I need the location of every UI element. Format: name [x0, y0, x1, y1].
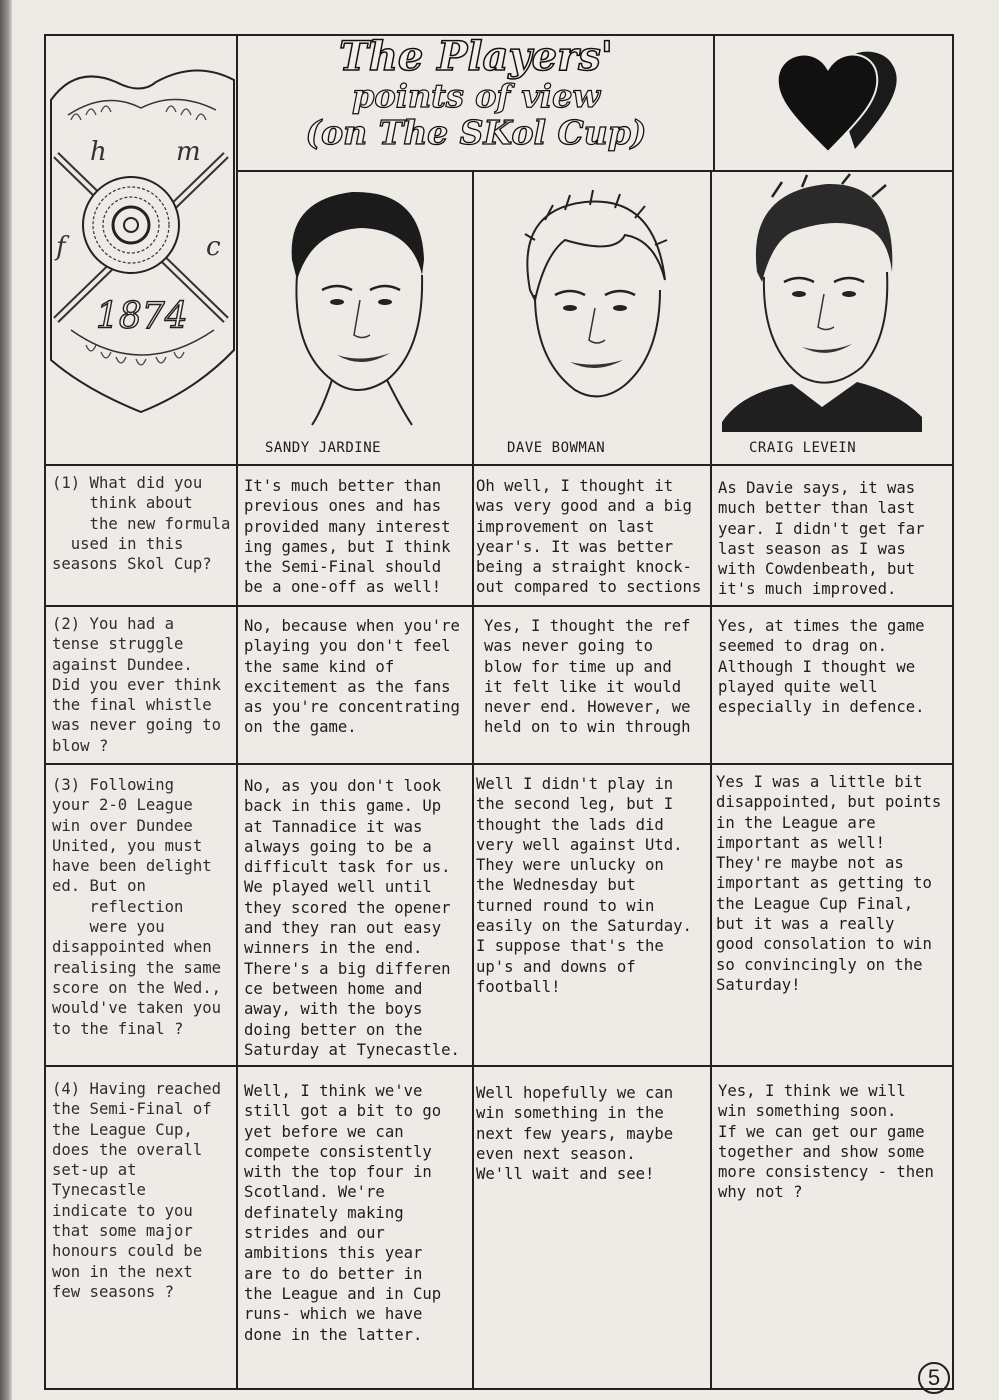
text-line: (2) You had a — [52, 615, 175, 633]
text-line: (3) Following — [52, 776, 175, 794]
title-line-3: (on The SKol Cup) — [305, 113, 647, 152]
text-line: were you — [52, 918, 165, 937]
text-line: done in the latter. — [244, 1325, 423, 1344]
text-line: doing better on the — [244, 1020, 423, 1039]
page-binding-edge — [0, 0, 12, 1400]
text-line: Saturday! — [716, 975, 801, 994]
text-line: on the game. — [244, 718, 357, 737]
text-line: together and show some — [718, 1142, 925, 1161]
question-1 — [52, 473, 230, 574]
text-line: Although I thought we — [718, 657, 916, 676]
row-divider — [44, 605, 954, 607]
text-line: the Wednesday but — [476, 876, 636, 895]
text-line: the second leg, but I — [476, 795, 674, 814]
text-line: score on the Wed., — [52, 978, 221, 997]
text-line: definately making — [244, 1203, 404, 1222]
text-line: difficult task for us. — [244, 858, 451, 877]
text-line: No, because when you're — [244, 617, 460, 635]
text-line: previous ones and has — [244, 497, 442, 516]
text-line: ing games, but I think — [244, 537, 451, 556]
text-line: does the overall — [52, 1140, 203, 1159]
text-line: being a straight knock- — [476, 558, 692, 577]
text-line: the League Cup, — [52, 1120, 193, 1139]
text-line: blow ? — [52, 736, 109, 755]
text-line: year. I didn't get far — [718, 519, 925, 538]
text-line: seemed to drag on. — [718, 637, 887, 656]
text-line: As Davie says, it was — [718, 479, 916, 497]
text-line: ed. But on — [52, 877, 146, 896]
club-crest — [46, 60, 236, 420]
text-line: would've taken you — [52, 999, 221, 1018]
answer-2-bowman — [484, 616, 691, 738]
text-line: more consistency - then — [718, 1163, 934, 1182]
text-line: win something soon. — [718, 1102, 897, 1121]
text-line: They were unlucky on — [476, 856, 664, 875]
text-line: playing you don't feel — [244, 637, 451, 656]
text-line: It's much better than — [244, 477, 442, 495]
text-line: Well, I think we've — [244, 1082, 423, 1100]
column-divider — [710, 170, 712, 1390]
text-line: ambitions this year — [244, 1244, 423, 1263]
text-line: especially in defence. — [718, 698, 925, 717]
text-line: I suppose that's the — [476, 937, 664, 956]
text-line: We'll wait and see! — [476, 1165, 655, 1184]
answer-3-bowman — [476, 774, 692, 997]
text-line: so convincingly on the — [716, 955, 923, 974]
row-divider — [44, 763, 954, 765]
text-line: the final whistle — [52, 696, 212, 715]
text-line: against Dundee. — [52, 655, 193, 674]
text-line: win over Dundee — [52, 816, 193, 835]
text-line: that some major — [52, 1222, 193, 1241]
text-line: the same kind of — [244, 657, 395, 676]
crest-letter: h — [90, 137, 107, 167]
text-line: They're maybe not as — [716, 854, 904, 873]
text-line: back in this game. Up — [244, 797, 442, 816]
text-line: the Semi-Final of — [52, 1100, 212, 1119]
text-line: Tynecastle — [52, 1181, 146, 1200]
text-line: always going to be a — [244, 837, 432, 856]
crest-letter: f — [56, 232, 66, 262]
text-line: never end. However, we — [484, 698, 691, 717]
text-line: winners in the end. — [244, 939, 423, 958]
text-line: important as getting to — [716, 874, 932, 893]
text-line: We played well until — [244, 878, 432, 897]
text-line: out compared to sections — [476, 578, 702, 597]
title-line-2: points of view — [352, 77, 600, 115]
text-line: but it was a really — [716, 915, 895, 934]
text-line: indicate to you — [52, 1201, 193, 1220]
text-line: disappointed when — [52, 938, 212, 957]
text-line: your 2-0 League — [52, 796, 193, 815]
text-line: excitement as the fans — [244, 677, 451, 696]
text-line: much better than last — [718, 499, 916, 518]
hearts-logo — [770, 44, 905, 159]
column-divider — [236, 34, 238, 1390]
answer-1-jardine — [244, 476, 451, 598]
text-line: have been delight — [52, 857, 212, 876]
text-line: won in the next — [52, 1262, 193, 1281]
text-line: good consolation to win — [716, 935, 932, 954]
text-line: runs- which we have — [244, 1305, 423, 1324]
text-line: Saturday at Tynecastle. — [244, 1040, 460, 1059]
answer-1-levein — [718, 478, 925, 600]
text-line: as you're concentrating — [244, 698, 460, 717]
crest-letter: c — [206, 232, 221, 262]
text-line: year's. It was better — [476, 537, 674, 556]
text-line: easily on the Saturday. — [476, 917, 692, 936]
text-line: used in this — [52, 534, 184, 553]
text-line: If we can get our game — [718, 1122, 925, 1141]
text-line: still got a bit to go — [244, 1102, 442, 1121]
text-line: turned round to win — [476, 896, 655, 915]
answer-4-jardine — [244, 1081, 441, 1345]
text-line: improvement on last — [476, 517, 655, 536]
answer-4-bowman — [476, 1083, 673, 1184]
text-line: ce between home and — [244, 979, 423, 998]
text-line: provided many interest — [244, 517, 451, 536]
question-3 — [52, 775, 221, 1039]
text-line: think about — [52, 494, 193, 513]
crest-year: 1874 — [96, 296, 188, 337]
text-line: Scotland. We're — [244, 1183, 385, 1202]
text-line: set-up at — [52, 1161, 137, 1180]
text-line: last season as I was — [718, 539, 906, 558]
text-line: it felt like it would — [484, 677, 682, 696]
text-line: Yes I was a little bit — [716, 773, 923, 791]
column-divider — [472, 170, 474, 1390]
text-line: strides and our — [244, 1224, 385, 1243]
text-line: very well against Utd. — [476, 835, 683, 854]
text-line: was never going to — [52, 716, 221, 735]
text-line: thought the lads did — [476, 815, 664, 834]
title-line-1: The Players' — [339, 33, 613, 80]
text-line: blow for time up and — [484, 657, 672, 676]
text-line: and they ran out easy — [244, 919, 442, 938]
text-line: (4) Having reached — [52, 1080, 221, 1098]
text-line: the Semi-Final should — [244, 558, 442, 577]
text-line: with the top four in — [244, 1163, 432, 1182]
text-line: in the League are — [716, 813, 876, 832]
text-line: was never going to — [484, 637, 653, 656]
text-line: Well hopefully we can — [476, 1084, 674, 1102]
text-line: (1) What did you — [52, 474, 203, 492]
portrait-craig-levein — [722, 172, 922, 432]
answer-2-levein — [718, 616, 925, 717]
question-2 — [52, 614, 221, 756]
text-line: No, as you don't look — [244, 777, 442, 795]
text-line: tense struggle — [52, 635, 184, 654]
text-line: There's a big differen — [244, 959, 451, 978]
answer-1-bowman — [476, 476, 701, 598]
page-title — [238, 33, 714, 152]
text-line: important as well! — [716, 833, 885, 852]
text-line: away, with the boys — [244, 1000, 423, 1019]
answer-2-jardine — [244, 616, 460, 738]
text-line: Yes, at times the game — [718, 617, 925, 635]
portrait-dave-bowman — [505, 180, 685, 430]
text-line: reflection — [52, 897, 184, 916]
text-line: honours could be — [52, 1242, 203, 1261]
player-name: DAVE BOWMAN — [507, 440, 606, 456]
player-name: CRAIG LEVEIN — [749, 440, 857, 456]
text-line: up's and downs of — [476, 957, 636, 976]
answer-4-levein — [718, 1081, 934, 1203]
text-line: win something in the — [476, 1104, 664, 1123]
text-line: yet before we can — [244, 1122, 404, 1141]
text-line: realising the same — [52, 958, 221, 977]
answer-3-jardine — [244, 776, 460, 1060]
answer-3-levein — [716, 772, 941, 995]
text-line: Well I didn't play in — [476, 775, 674, 793]
text-line: the League Cup Final, — [716, 894, 914, 913]
text-line: Yes, I think we will — [718, 1082, 906, 1100]
text-line: are to do better in — [244, 1264, 423, 1283]
text-line: disappointed, but points — [716, 793, 942, 812]
text-line: Yes, I thought the ref — [484, 617, 691, 635]
text-line: played quite well — [718, 677, 878, 696]
text-line: be a one-off as well! — [244, 578, 442, 597]
portrait-sandy-jardine — [262, 180, 452, 430]
text-line: seasons Skol Cup? — [52, 555, 212, 574]
text-line: held on to win through — [484, 718, 691, 737]
text-line: Oh well, I thought it — [476, 477, 674, 495]
text-line: the League and in Cup — [244, 1284, 442, 1303]
text-line: why not ? — [718, 1183, 803, 1202]
text-line: it's much improved. — [718, 580, 897, 599]
text-line: they scored the opener — [244, 898, 451, 917]
text-line: few seasons ? — [52, 1282, 175, 1301]
player-name: SANDY JARDINE — [265, 440, 382, 456]
text-line: to the final ? — [52, 1019, 184, 1038]
crest-letter: m — [176, 137, 201, 167]
text-line: United, you must — [52, 836, 203, 855]
text-line: at Tannadice it was — [244, 817, 423, 836]
text-line: the new formula — [52, 514, 231, 533]
page-number: 5 — [918, 1362, 950, 1394]
text-line: next few years, maybe — [476, 1124, 674, 1143]
text-line: Did you ever think — [52, 675, 221, 694]
text-line: with Cowdenbeath, but — [718, 560, 916, 579]
text-line: was very good and a big — [476, 497, 692, 516]
row-divider — [44, 464, 954, 466]
question-4 — [52, 1079, 221, 1302]
row-divider — [44, 1065, 954, 1067]
text-line: even next season. — [476, 1144, 636, 1163]
text-line: football! — [476, 977, 561, 996]
text-line: compete consistently — [244, 1142, 432, 1161]
